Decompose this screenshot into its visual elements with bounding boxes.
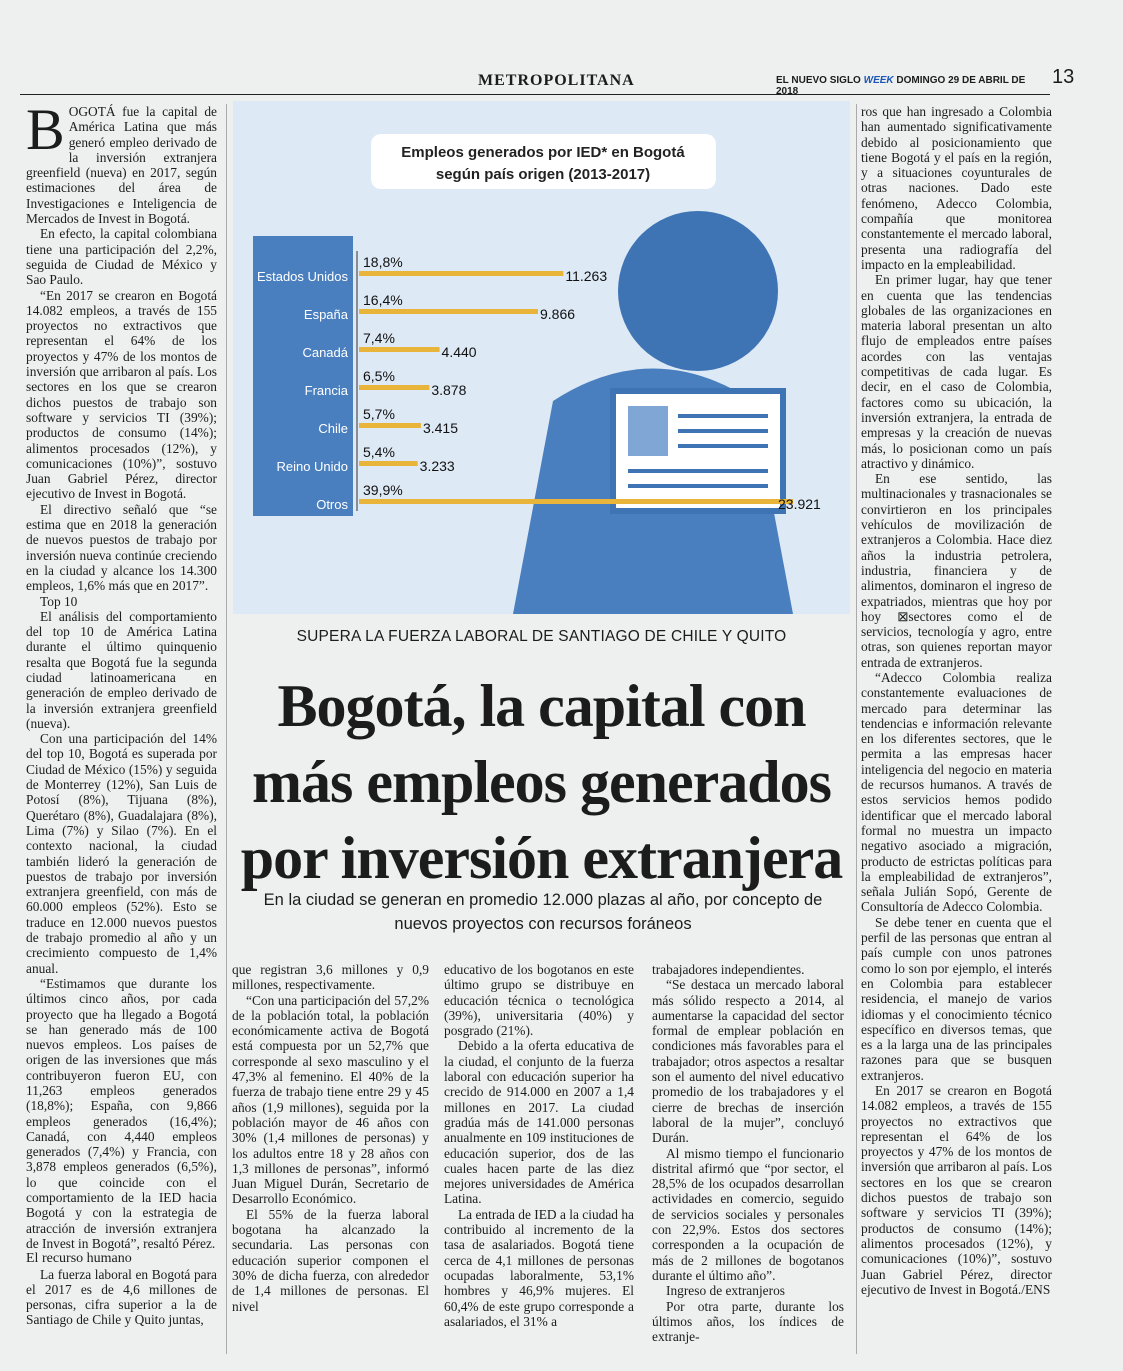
headline: Bogotá, la capital con más empleos generados por inversión extranjera [240,673,843,891]
category-label: Francia [304,383,348,398]
paragraph: Al mismo tiempo el funcionario distrital afirmó que “por sector, el 28,5% de los ocupados desarrollan actividades en comercio, seguido de servicios sociales y personales con 22,9%. Estos dos sectores corresponden a la ocupación de más de 2 millones de bogotanos durante el último año”. [652,1145,844,1283]
percent-label: 39,9% [363,482,403,498]
bar-chart [233,101,850,614]
paragraph: El 55% de la fuerza laboral bogotana ha alcanzado la secundaria. Las personas con educación superior componen el 30% de dicha fuerza, con alrededor de 1,4 millones de personas. El nivel [232,1206,429,1314]
value-label: 3.415 [422,420,459,436]
value-label: 9.866 [539,306,576,322]
paragraph: En primer lugar, hay que tener en cuenta que las tendencias globales de las organizaciones en materia laboral presentan un alto flujo de empleados entre países acordes con las ventajas competitivas de cada lugar. Es decir, en el caso de Colombia, factores como su ubicación, la inversión extranjera, la entrada de empresas y la creación de nuevas más, lo posicionan como un país atractivo y dinámico. [861,272,1052,471]
article-column-5 [861,104,1052,1297]
paragraph: “En 2017 se crearon en Bogotá 14.082 empleos, a través de 155 proyectos no extractivos que representan el 64% de los proyectos y 47% de los montos de inversión que arribaron al país. Los sectores en los que se crearon dichos puestos de trabajo son software y servicios TI (39%); productos de consumo (14%); alimentos procesados (12%), y comunicaciones (10%)”, sostuvo Juan Gabriel Pérez, director ejecutivo de Invest in Bogotá. [26,287,217,502]
chart-title-line-1: Empleos generados por IED* en Bogotá [401,144,685,161]
paragraph: La fuerza laboral en Bogotá para el 2017 es de 4,6 millones de personas, cifra superior a la de Santiago de Chile y Quito juntas, [26,1266,217,1328]
page-number: 13 [1052,66,1075,88]
section-title: METROPOLITANA [478,72,635,89]
category-label: Canadá [302,345,348,360]
paper-name: EL NUEVO SIGLO [776,75,861,86]
paragraph: “Estimamos que durante los últimos cinco años, por cada proyecto que ha llegado a Bogotá se han generado más de 100 nuevos empleos. Los países de origen de las inversiones que más contribuyeron fueron EU, con 11,263 empleos generados (18,8%); España, con 9,866 empleos generados (16,4%); Canadá, con 4,440 empleos generados (7,4%) y Francia, con 3,878 empleos generados (6,5%), lo que coincide con el comportamiento de la IED hacia Bogotá y con la estrategia de atracción de inversión extranjera de Invest in Bogotá”, resaltó Pérez. [26,975,217,1251]
value-label: 3.233 [419,458,455,474]
paragraph: Por otra parte, durante los últimos años, los índices de extranje- [652,1298,844,1345]
paragraph: Con una participación del 14% del top 10, Bogotá es superada por Ciudad de México (15%) y seguida de Monterrey (12%), San Luis de Potosí (8%), Tijuana (8%), Querétaro (8%), Guadalajara (8%), Lima (7%) y Silao (7%). En el contexto nacional, la ciudad también lideró la generación de puestos de trabajo por inversión extranjera greenfield, con más de 60.000 empleos (52%). Esto se traduce en 12.000 nuevos puestos de trabajo promedio al año y un crecimiento compuesto de 1,4% anual. [26,731,217,976]
value-label: 23.921 [778,496,821,512]
percent-label: 16,4% [363,292,403,308]
paragraph: ros que han ingresado a Colombia han aumentado significativamente debido al posicionamiento que tiene Bogotá y el país en la región, y a situaciones coyunturales de otras naciones. Dado este fenómeno, Adecco Colombia, compañía que monitorea constantemente el mercado laboral, presenta una radiografía del impacto en la empleabilidad. [861,104,1052,272]
value-label: 3.878 [431,382,467,398]
paragraph: El directivo señaló que “se estima que en 2018 la generación de nuevos puestos de trabajo por inversión nueva continúe creciendo en la ciudad y alcance los 14.300 empleos, 1,6% más que en 2017”. [26,501,217,594]
paragraph: trabajadores independientes. [652,962,805,977]
deck: En la ciudad se generan en promedio 12.000 plazas al año, por concepto de nuevos proyectos con recursos foráneos [263,891,823,933]
paper-brand: WEEK [863,75,894,86]
paragraph: La entrada de IED a la ciudad ha contribuido al incremento de la tasa de asalariados. Bogotá tiene cerca de 4,1 millones de personas ocupadas laboralmente, 53,1% hombres y 46,9% mujeres. El 60,4% de este grupo corresponde a asalariados, el 31% a [444,1206,634,1329]
column-rule [856,104,857,1354]
category-label: España [303,307,348,322]
chart-title-box [371,134,716,189]
bar [359,461,418,466]
category-label: Chile [318,421,348,436]
article-column-4 [652,962,844,1344]
paragraph: El análisis del comportamiento del top 10 de América Latina durante el último quinquenio resalta que Bogotá fue la segunda ciudad latinoamericana en generación de empleo derivado de la inversión extranjera greenfield (nueva). [26,608,217,731]
issue-date: DOMINGO 29 DE ABRIL DE 2018 [776,75,1026,97]
category-label: Otros [316,497,348,512]
paragraph: “Se destaca un mercado laboral más sólido respecto a 2014, al aumentarse la capacidad del sector formal de emplear población en condiciones más favorables para el trabajador; otros aspectos a resaltar son el aumento del nivel educativo promedio de los trabajadores y el cierre de brechas de inserción laboral de la mujer”, concluyó Durán. [652,977,844,1146]
bar [359,385,429,390]
bar [359,271,563,276]
value-label: 11.263 [565,268,608,284]
paragraph: “Con una participación del 57,2% de la población total, la población económicamente activa de Bogotá está compuesta por un 52,7% que corresponde al sexo masculino y el 47,3% al femenino. El 40% de la fuerza de trabajo tiene entre 29 y 45 años (1,9 millones), seguida por la población mayor de 46 años con 30% (1,4 millones de personas) y los adultos entre 18 y 28 años con 1,3 millones de personas”, informó Juan Miguel Durán, Secretario de Desarrollo Económico. [232,992,429,1207]
percent-label: 18,8% [363,254,403,270]
chart-figure [233,101,850,614]
paragraph: En efecto, la capital colombiana tiene una participación del 2,2%, seguida de Ciudad de México y Sao Paulo. [26,226,217,288]
article-column-3 [444,962,634,1329]
bar [359,347,440,352]
bar [359,309,538,314]
paragraph: Debido a la oferta educativa de la ciudad, el conjunto de la fuerza laboral con educación superior ha crecido de 914.000 en 2007 a 1,4 millones en 2017. La ciudad gradúa más de 141.000 personas anualmente en 109 instituciones de educación superior, dos de las cuales hacen parte de las diez mejores universidades de América Latina. [444,1038,634,1207]
category-label: Reino Unido [276,459,348,474]
paragraph: que registran 3,6 millones y 0,9 millones, respectivamente. [232,962,429,993]
percent-label: 5,7% [363,406,395,422]
chart-title-line-2: según país origen (2013-2017) [435,166,651,183]
value-label: 4.440 [441,344,477,360]
category-label: Estados Unidos [256,269,348,284]
paragraph: En 2017 se crearon en Bogotá 14.082 empleos, a través de 155 proyectos no extractivos que representan el 64% de los proyectos y 47% de los montos de inversión que arribaron al país. Los sectores en los que se crearon dichos puestos de trabajo son software y servicios TI (39%); productos de consumo (14%); alimentos procesados (12%), y comunicaciones (10%)”, sostuvo Juan Gabriel Pérez, director ejecutivo de Invest in Bogotá./ENS [861,1083,1052,1297]
percent-label: 6,5% [363,368,395,384]
percent-label: 5,4% [363,444,395,460]
bar [359,423,421,428]
paragraph: Se debe tener en cuenta que el perfil de las personas que entran al país cumple con unos patrones como lo son por ejemplo, el interés en Colombia para establecer residencia, el manejo de varios idiomas y el conocimiento técnico específico en diversos temas, que es a la larga una de las principales razones para que se busquen extranjeros. [861,914,1052,1083]
subheading: El recurso humano [26,1251,132,1267]
kicker: SUPERA LA FUERZA LABORAL DE SANTIAGO DE CHILE Y QUITO [296,628,787,645]
paragraph: BOGOTÁ fue la capital de América Latina que más generó empleo derivado de la inversión extranjera greenfield (nueva) en 2017, según estimaciones del área de Investigaciones e Inteligencia de Mercados de Invest in Bogotá. [26,97,217,227]
paragraph: educativo de los bogotanos en este último grupo se distribuye en educación técnica o tecnológica (39%), universitaria (40%) y posgrado (21%). [444,962,634,1039]
percent-label: 7,4% [363,330,395,346]
subheading: Ingreso de extranjeros [666,1283,785,1299]
paragraph: En ese sentido, las multinacionales y trasnacionales se convirtieron en los principales vehículos de movilización de extranjeros a Colombia. Hace diez años la industria petrolera, industria, financiera y de alimentos, dominaron el ingreso de expatriados, mientras que hoy por hoy ⊠sectores como el de servicios, tecnología y agro, entre otras, son quienes reportan mayor entrada de extranjeros. [861,471,1052,670]
article-column-2 [232,962,429,1314]
paragraph: “Adecco Colombia realiza constantemente evaluaciones de mercado para determinar las tendencias e información relevante en los diferentes sectores, que le permita a las empresas hacer inteligencia del negocio en materia de recursos humanos. A través de estos servicios hemos podido identificar que el mercado laboral formal no muestra un impacto negativo asociado a migración, producto de estrictas políticas para la empleabilidad de extranjeros”, señala Julián Sopó, Gerente de Consultoría de Adecco Colombia. [861,669,1052,915]
subheading: Top 10 [40,593,78,609]
article-column-1 [26,97,217,1328]
masthead [776,75,1050,97]
page-header [20,66,1075,97]
drop-cap: B [26,97,65,162]
column-rule [226,104,227,1354]
bar [359,499,793,504]
